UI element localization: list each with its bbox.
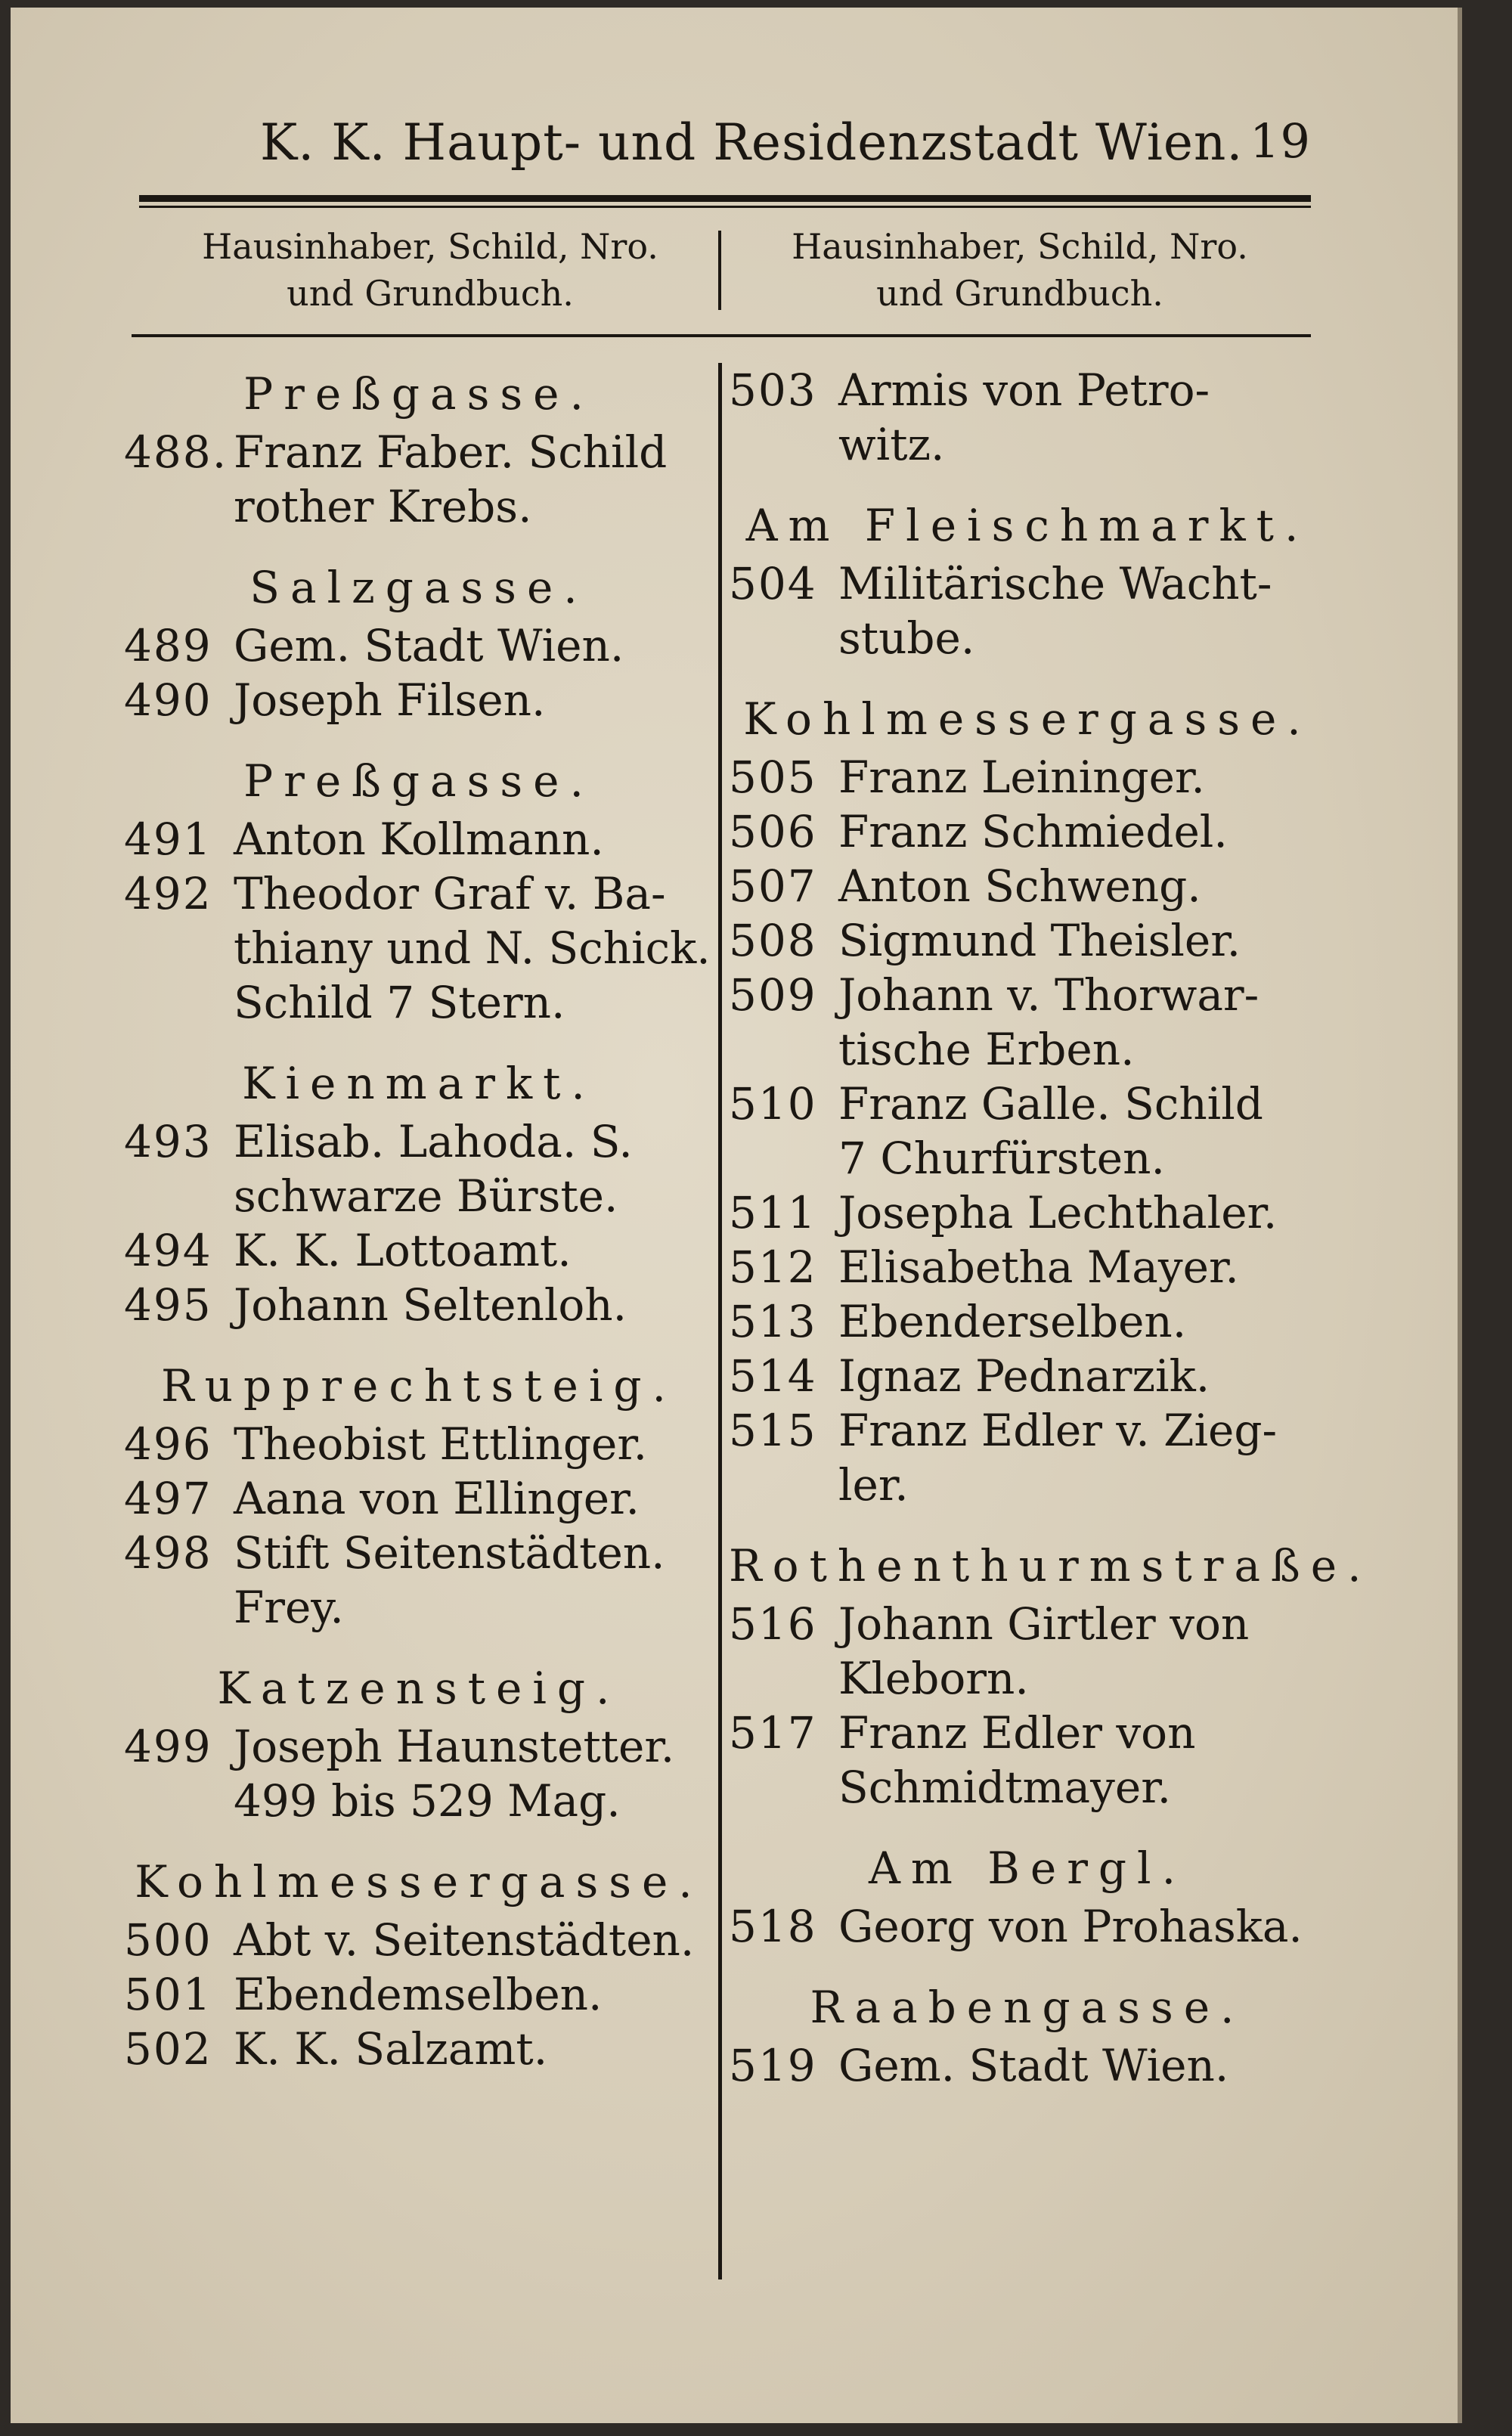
owner-text: Elisabetha Mayer. bbox=[838, 1241, 1239, 1293]
house-entry bbox=[124, 1417, 714, 1471]
owner-text-continued: stube. bbox=[838, 612, 975, 664]
owner-text: Abt v. Seitenstädten. bbox=[234, 1914, 695, 1966]
street-heading: Kohlmessergasse. bbox=[743, 693, 1312, 745]
head-rule-thin bbox=[139, 206, 1311, 208]
house-entry bbox=[124, 1719, 714, 1828]
house-number: 506 bbox=[729, 806, 817, 857]
house-number: 493 bbox=[124, 1116, 212, 1167]
owner-text: Ebendemselben. bbox=[234, 1969, 603, 2020]
street-heading: Katzensteig. bbox=[217, 1663, 621, 1714]
house-number: 491 bbox=[124, 814, 212, 865]
house-number: 512 bbox=[729, 1241, 817, 1293]
house-number: 509 bbox=[729, 969, 817, 1021]
spacer bbox=[124, 534, 714, 556]
house-entry bbox=[124, 1223, 714, 1278]
house-entry bbox=[124, 1913, 714, 1967]
house-entry bbox=[729, 1706, 1326, 1815]
owner-text: Aana von Ellinger. bbox=[234, 1473, 640, 1524]
house-entry bbox=[124, 2022, 714, 2076]
spacer bbox=[729, 1815, 1326, 1837]
street-heading: Raabengasse. bbox=[810, 1982, 1245, 2033]
owner-text: Stift Seitenstädten. bbox=[234, 1527, 665, 1579]
house-entry bbox=[124, 1471, 714, 1526]
owner-text: Joseph Haunstetter. bbox=[234, 1721, 675, 1772]
house-entry bbox=[124, 1967, 714, 2022]
spacer bbox=[124, 1635, 714, 1657]
owner-text-continued: 7 Churfürsten. bbox=[838, 1133, 1165, 1184]
owner-text: Franz Edler von bbox=[838, 1707, 1196, 1759]
house-number: 517 bbox=[729, 1707, 817, 1759]
spacer bbox=[729, 1512, 1326, 1535]
owner-text: Franz Galle. Schild bbox=[838, 1078, 1263, 1130]
owner-text: Georg von Prohaska. bbox=[838, 1901, 1303, 1952]
owner-text: Johann Seltenloh. bbox=[234, 1279, 627, 1331]
house-number: 498 bbox=[124, 1527, 212, 1579]
owner-text: Ebenderselben. bbox=[838, 1296, 1187, 1347]
owner-text: Theodor Graf v. Ba- bbox=[234, 868, 666, 919]
page-number: 19 bbox=[1250, 113, 1311, 169]
owner-text: K. K. Lottoamt. bbox=[234, 1225, 572, 1276]
left-header-line: und Grundbuch. bbox=[287, 273, 574, 314]
house-number: 497 bbox=[124, 1473, 212, 1524]
house-entry bbox=[729, 1240, 1326, 1294]
house-entry bbox=[124, 1526, 714, 1635]
right-header-line: und Grundbuch. bbox=[876, 273, 1163, 314]
house-number: 500 bbox=[124, 1914, 212, 1966]
owner-text: Josepha Lechthaler. bbox=[838, 1187, 1278, 1238]
left-column bbox=[124, 363, 714, 2076]
column-divider bbox=[718, 363, 722, 2279]
house-entry bbox=[729, 1349, 1326, 1403]
owner-text-continued: schwarze Bürste. bbox=[234, 1170, 618, 1222]
house-entry bbox=[729, 2038, 1326, 2093]
spacer bbox=[729, 1954, 1326, 1976]
owner-text-continued: Frey. bbox=[234, 1582, 344, 1633]
house-entry bbox=[729, 859, 1326, 913]
street-heading: Am Bergl. bbox=[868, 1842, 1187, 1894]
house-number: 488. bbox=[124, 426, 228, 478]
street-heading: Preßgasse. bbox=[243, 755, 594, 807]
street-heading: Preßgasse. bbox=[243, 368, 594, 420]
house-entry bbox=[729, 1185, 1326, 1240]
house-number: 519 bbox=[729, 2040, 817, 2091]
house-number: 503 bbox=[729, 364, 817, 416]
owner-text: Militärische Wacht- bbox=[838, 558, 1272, 609]
owner-text-continued: 499 bis 529 Mag. bbox=[234, 1775, 621, 1827]
owner-text: Johann Girtler von bbox=[838, 1598, 1250, 1650]
house-entry bbox=[729, 1294, 1326, 1349]
owner-text: Joseph Filsen. bbox=[234, 674, 546, 726]
house-number: 492 bbox=[124, 868, 212, 919]
house-number: 518 bbox=[729, 1901, 817, 1952]
owner-text-continued: Schild 7 Stern. bbox=[234, 977, 565, 1028]
owner-text-continued: Schmidtmayer. bbox=[838, 1762, 1172, 1813]
house-number: 490 bbox=[124, 674, 212, 726]
spacer bbox=[124, 1030, 714, 1052]
house-entry bbox=[124, 425, 714, 534]
street-heading: Kohlmessergasse. bbox=[135, 1856, 703, 1908]
head-rule bbox=[139, 195, 1311, 202]
owner-text-continued: ler. bbox=[838, 1459, 909, 1511]
house-number: 515 bbox=[729, 1405, 817, 1456]
house-number: 508 bbox=[729, 915, 817, 966]
owner-text: Franz Schmiedel. bbox=[838, 806, 1228, 857]
owner-text-continued: thiany und N. Schick. bbox=[234, 922, 711, 974]
owner-text: Johann v. Thorwar- bbox=[838, 969, 1259, 1021]
left-header-line: Hausinhaber, Schild, Nro. bbox=[202, 226, 658, 267]
house-entry bbox=[729, 968, 1326, 1077]
owner-text-continued: Kleborn. bbox=[838, 1653, 1029, 1704]
street-heading: Rothenthurmstraße. bbox=[729, 1540, 1372, 1591]
house-entry bbox=[729, 1077, 1326, 1185]
house-entry bbox=[124, 866, 714, 1030]
house-entry bbox=[729, 750, 1326, 804]
house-entry bbox=[124, 673, 714, 727]
house-entry bbox=[729, 363, 1326, 472]
running-head-title: K. K. Haupt- und Residenzstadt Wien. bbox=[260, 113, 1244, 172]
house-number: 513 bbox=[729, 1296, 817, 1347]
house-number: 514 bbox=[729, 1350, 817, 1402]
house-entry bbox=[729, 804, 1326, 859]
house-entry bbox=[124, 618, 714, 673]
owner-text: Armis von Petro- bbox=[838, 364, 1210, 416]
right-column-header bbox=[725, 223, 1315, 318]
street-heading: Kienmarkt. bbox=[242, 1058, 596, 1109]
right-header-line: Hausinhaber, Schild, Nro. bbox=[792, 226, 1248, 267]
house-entry bbox=[729, 1403, 1326, 1512]
house-entry bbox=[729, 556, 1326, 665]
owner-text: Sigmund Theisler. bbox=[838, 915, 1241, 966]
owner-text: Ignaz Pednarzik. bbox=[838, 1350, 1210, 1402]
running-head bbox=[260, 113, 1311, 174]
house-entry bbox=[124, 1278, 714, 1332]
house-number: 499 bbox=[124, 1721, 212, 1772]
house-number: 502 bbox=[124, 2023, 212, 2075]
house-number: 501 bbox=[124, 1969, 212, 2020]
owner-text: Anton Kollmann. bbox=[234, 814, 604, 865]
house-number: 507 bbox=[729, 860, 817, 912]
house-number: 494 bbox=[124, 1225, 212, 1276]
owner-text: Gem. Stadt Wien. bbox=[838, 2040, 1229, 2091]
house-number: 489 bbox=[124, 620, 212, 671]
house-entry bbox=[729, 1597, 1326, 1706]
street-heading: Salzgasse. bbox=[249, 562, 588, 613]
book-page bbox=[11, 8, 1462, 2423]
house-number: 505 bbox=[729, 752, 817, 803]
left-column-header bbox=[135, 223, 725, 318]
owner-text-continued: witz. bbox=[838, 419, 945, 470]
right-column bbox=[729, 363, 1372, 2093]
spacer bbox=[124, 1332, 714, 1355]
spacer bbox=[124, 1828, 714, 1851]
house-entry bbox=[124, 1114, 714, 1223]
street-heading: Rupprechtsteig. bbox=[161, 1360, 677, 1412]
house-number: 516 bbox=[729, 1598, 817, 1650]
house-number: 496 bbox=[124, 1418, 212, 1470]
owner-text: Anton Schweng. bbox=[838, 860, 1201, 912]
street-heading: Am Fleischmarkt. bbox=[745, 500, 1309, 551]
header-divider bbox=[718, 231, 721, 310]
house-number: 510 bbox=[729, 1078, 817, 1130]
owner-text: Theobist Ettlinger. bbox=[234, 1418, 648, 1470]
spacer bbox=[729, 472, 1326, 494]
spacer bbox=[729, 665, 1326, 688]
house-entry bbox=[729, 913, 1326, 968]
owner-text: Franz Leininger. bbox=[838, 752, 1205, 803]
owner-text: Franz Edler v. Zieg- bbox=[838, 1405, 1278, 1456]
house-entry bbox=[729, 1899, 1326, 1954]
header-rule bbox=[132, 334, 1311, 337]
house-number: 495 bbox=[124, 1279, 212, 1331]
owner-text-continued: tische Erben. bbox=[838, 1024, 1135, 1075]
spacer bbox=[124, 727, 714, 750]
owner-text-continued: rother Krebs. bbox=[234, 481, 532, 532]
owner-text: Elisab. Lahoda. S. bbox=[234, 1116, 633, 1167]
owner-text: Gem. Stadt Wien. bbox=[234, 620, 624, 671]
owner-text: K. K. Salzamt. bbox=[234, 2023, 548, 2075]
house-number: 504 bbox=[729, 558, 817, 609]
owner-text: Franz Faber. Schild bbox=[234, 426, 668, 478]
house-entry bbox=[124, 812, 714, 866]
house-number: 511 bbox=[729, 1187, 817, 1238]
